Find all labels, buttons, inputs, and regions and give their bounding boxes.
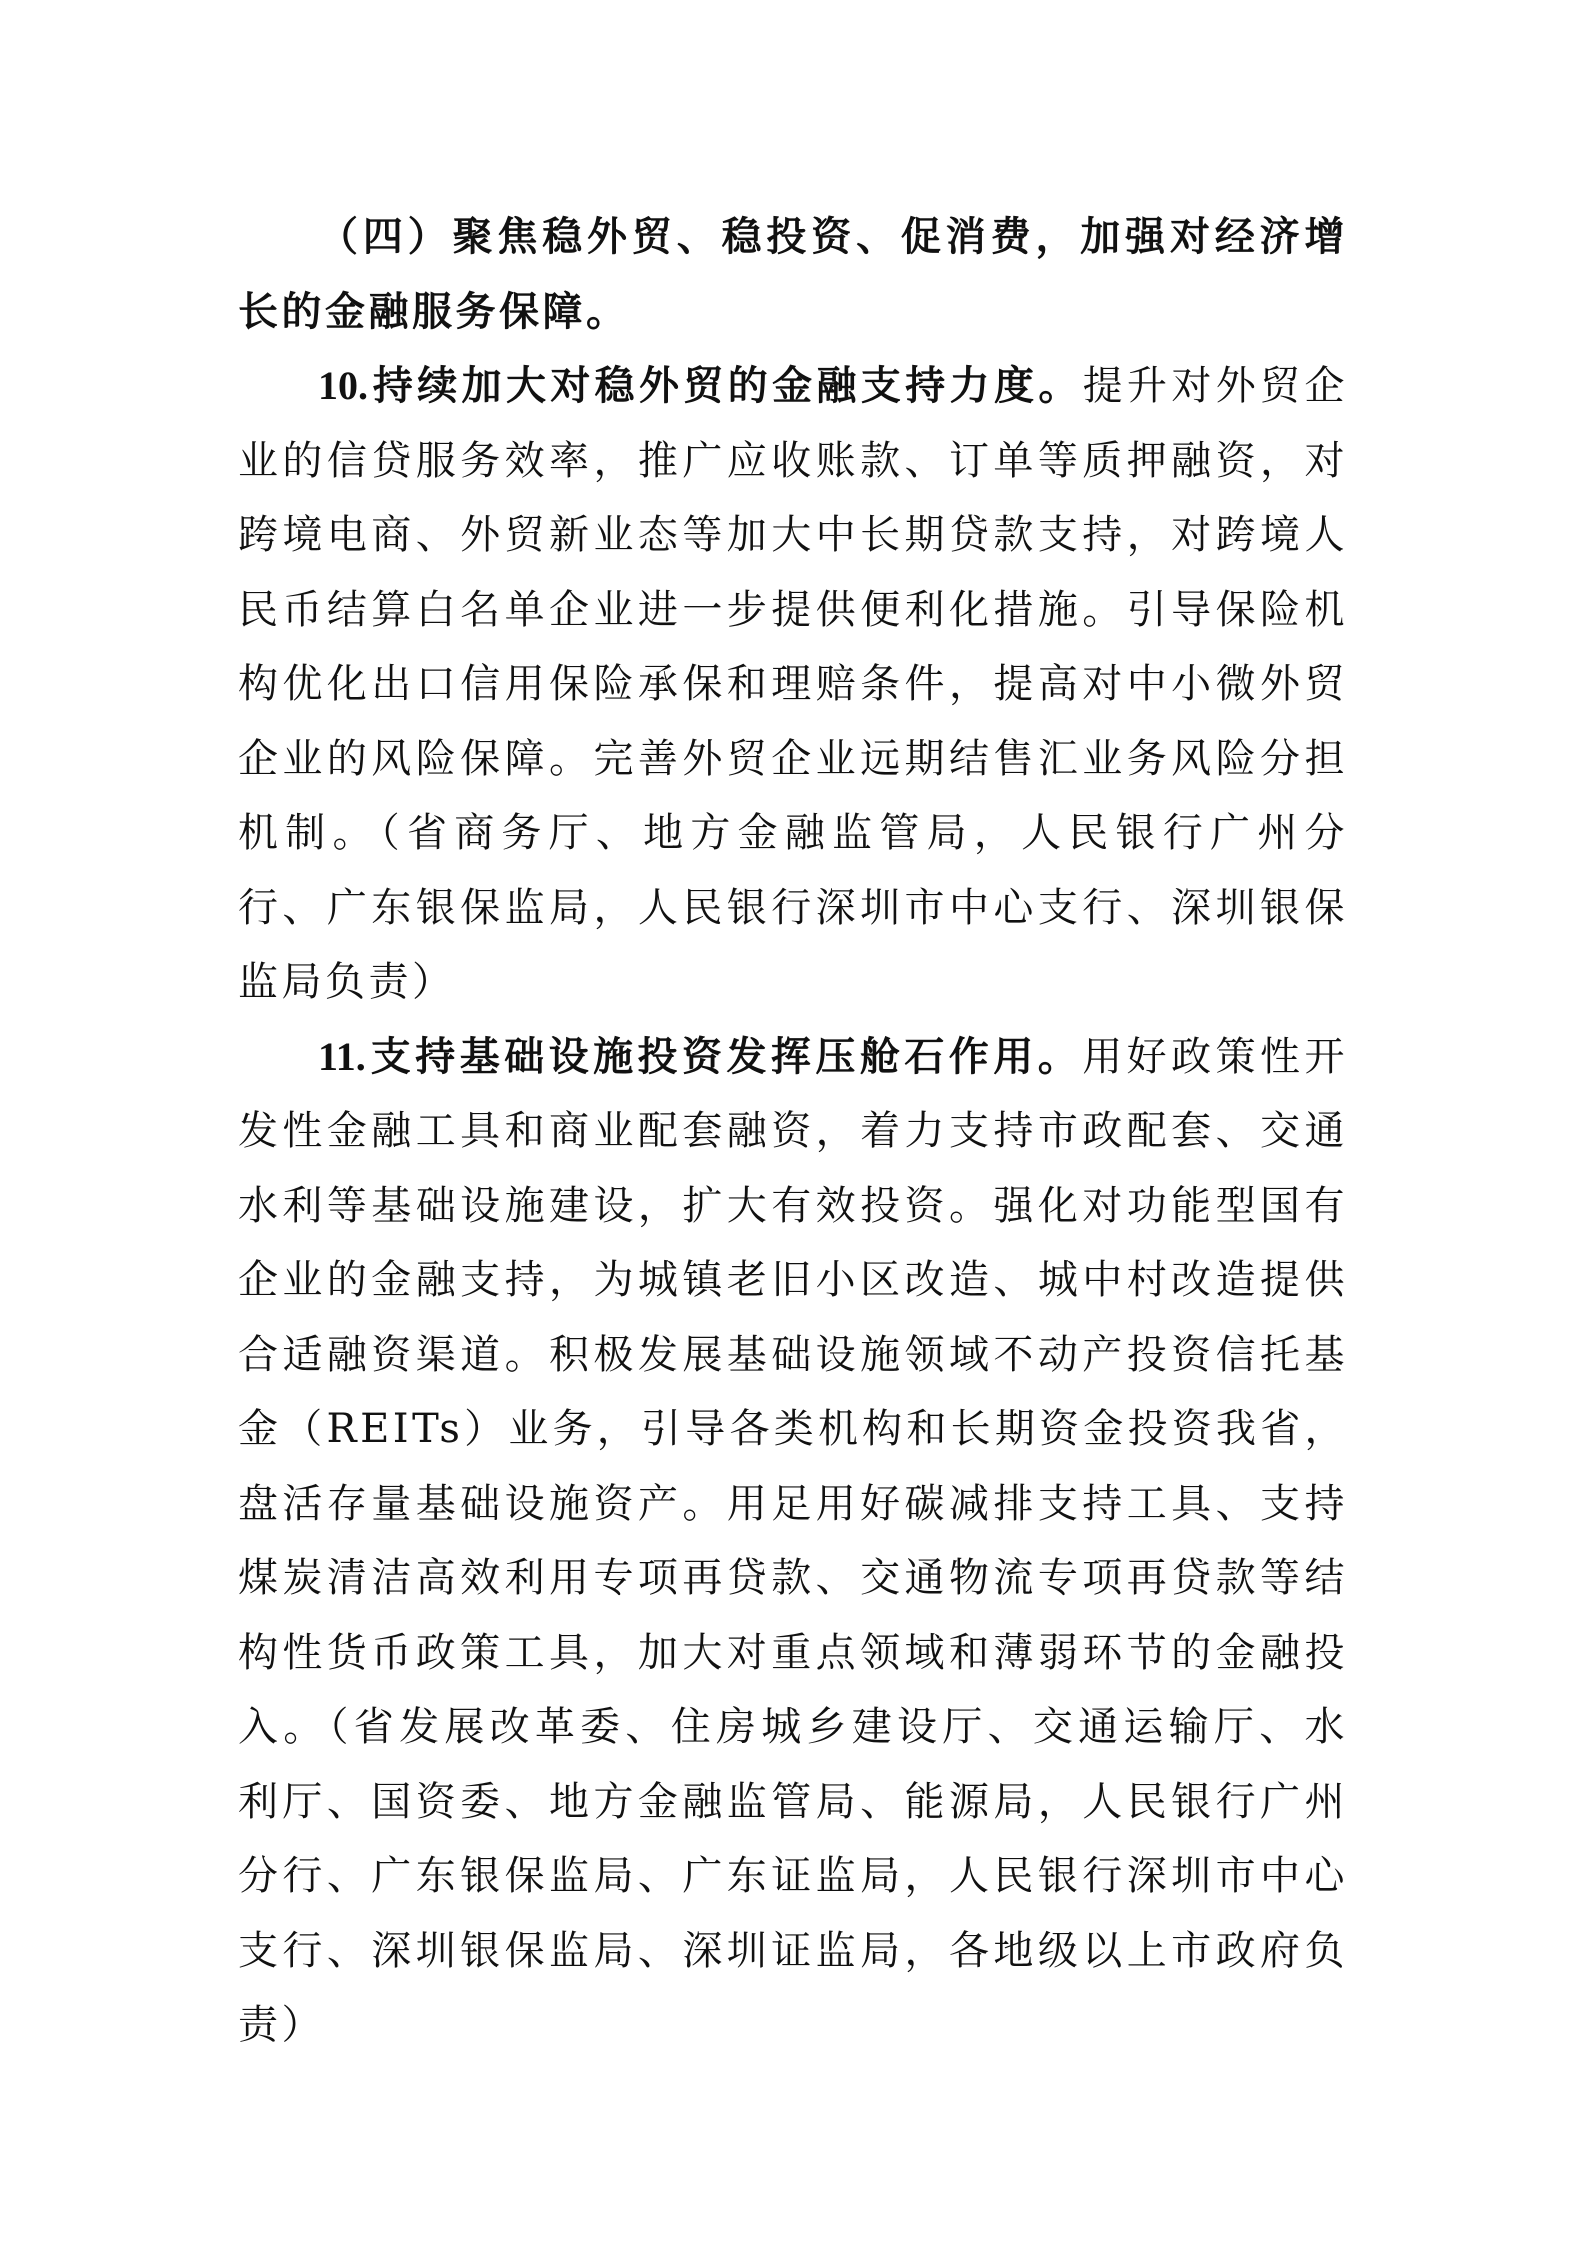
item-lead-11: [318, 1034, 1082, 1080]
item-title: 持续加大对稳外贸的金融支持力度。: [372, 363, 1083, 409]
item-number: 10.: [318, 363, 368, 408]
item-lead-10: [318, 363, 1083, 409]
document-body: [238, 200, 1348, 2063]
item-title: 支持基础设施投资发挥压舱石作用。: [369, 1033, 1083, 1080]
section-heading: （四）聚焦稳外贸、稳投资、促消费，加强对经济增长的金融服务保障。: [238, 214, 1348, 335]
item-paragraph-10: [238, 349, 1348, 1020]
item-number: 11.: [318, 1033, 366, 1079]
item-paragraph-11: [238, 1020, 1348, 2063]
item-body: 提升对外贸企业的信贷服务效率，推广应收账款、订单等质押融资，对跨境电商、外贸新业态等加大中长期贷款支持，对跨境人民币结算白名单企业进一步提供便利化措施。引导保险机构优化出口信用保险承保和理赔条件，提高对中小微外贸企业的风险保障。完善外贸企业远期结售汇业务风险分担机制。（省商务厅、地方金融监管局，人民银行广州分行、广东银保监局，人民银行深圳市中心支行、深圳银保监局负责）: [238, 363, 1349, 1005]
item-body: 用好政策性开发性金融工具和商业配套融资，着力支持市政配套、交通水利等基础设施建设，扩大有效投资。强化对功能型国有企业的金融支持，为城镇老旧小区改造、城中村改造提供合适融资渠道。积极发展基础设施领域不动产投资信托基金（REITs）业务，引导各类机构和长期资金投资我省，盘活存量基础设施资产。用足用好碳减排支持工具、支持煤炭清洁高效利用专项再贷款、交通物流专项再贷款等结构性货币政策工具，加大对重点领域和薄弱环节的金融投入。（省发展改革委、住房城乡建设厅、交通运输厅、水利厅、国资委、地方金融监管局、能源局，人民银行广州分行、广东银保监局、广东证监局，人民银行深圳市中心支行、深圳银保监局、深圳证监局，各地级以上市政府负责）: [238, 1033, 1349, 2048]
